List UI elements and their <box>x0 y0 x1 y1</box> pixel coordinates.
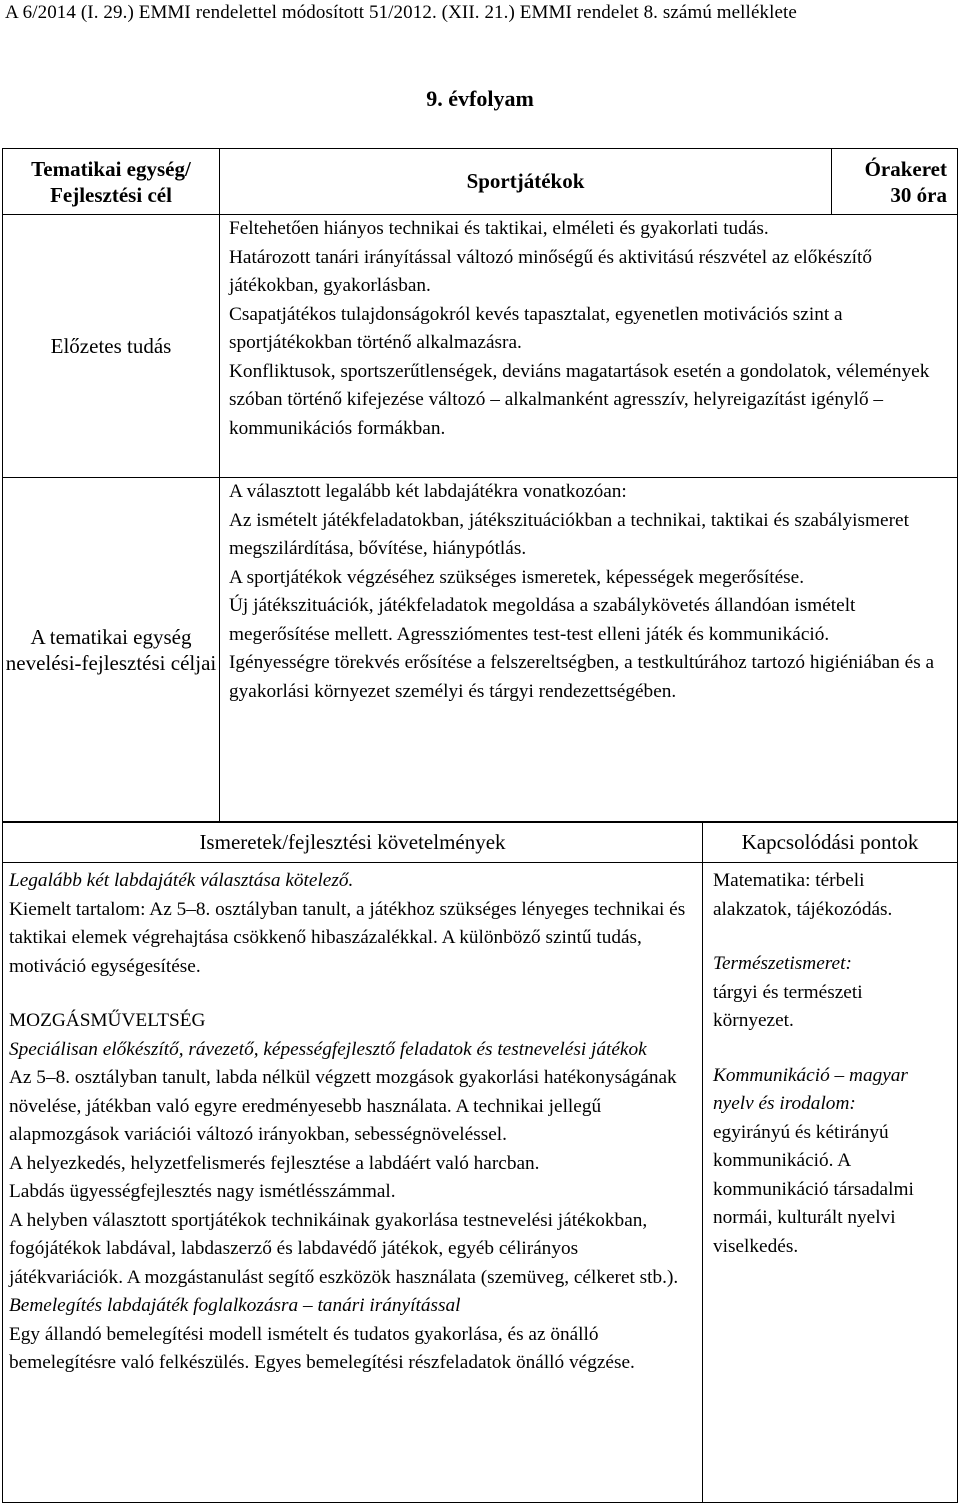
requirements-section <box>2 822 957 1503</box>
prior-paragraph: Csapatjátékos tulajdonságokról kevés tapasztalat, egyenetlen motivációs szint a sportjátékokban történő alkalmazásra. <box>229 303 843 353</box>
goals-paragraph: Új játékszituációk, játékfeladatok megoldása a szabálykövetés állandóan ismételt megerősítése mellett. Agressziómentes test-test elleni játék és kommunikáció. <box>229 595 856 645</box>
goals-label <box>3 478 220 822</box>
requirement-paragraph: Egy állandó bemelegítési modell ismételt és tudatos gyakorlása, és az önálló bemelegítésre való felkészülés. Egyes bemelegítési részfeladatok önálló végzése. <box>9 1323 635 1373</box>
requirement-paragraph: Labdás ügyességfejlesztés nagy ismétlésszámmal. <box>9 1181 396 1202</box>
table-header-row <box>3 149 958 215</box>
prior-paragraph: Konfliktusok, sportszerűtlenségek, deviáns magatartások esetén a gondolatok, vélemények szóban történő kifejezése változó – alkalmanként agresszív, helyreigazítást igénylő – kommunikációs formákban. <box>229 360 930 439</box>
link-science: tárgyi és természeti környezet. <box>713 981 863 1031</box>
topic-title-text: Sportjátékok <box>466 169 585 193</box>
topic-unit-label <box>3 149 220 215</box>
prior-knowledge-label-text: Előzetes tudás <box>50 334 172 358</box>
hours-label: Órakeret <box>864 156 947 181</box>
hours-cell <box>832 149 958 215</box>
requirement-paragraph: Az 5–8. osztályban tanult, labda nélkül végzett mozgások gyakorlási hatékonyságának növelése, játékban való egyre eredményesebb használata. A technikai jellegű alapmozgások variációi változó irányokban, sebességnöveléssel. <box>9 1067 677 1145</box>
goals-paragraph: Az ismételt játékfeladatokban, játékszituációkban a technikai, taktikai és szabályismeret megszilárdítása, bővítése, hiánypótlás. <box>229 509 909 559</box>
goals-text <box>220 478 958 822</box>
curriculum-table <box>2 148 958 822</box>
topic-unit-label-text: Tematikai egység/ Fejlesztési cél <box>31 156 191 207</box>
warmup-title: Bemelegítés labdajáték foglalkozásra – tanári irányítással <box>9 1295 461 1316</box>
links-heading <box>703 823 958 863</box>
link-math: Matematika: térbeli alakzatok, tájékozódás. <box>713 870 893 920</box>
prior-paragraph: Feltehetően hiányos technikai és taktikai, elméleti és gyakorlati tudás. <box>229 218 769 239</box>
topic-title <box>220 149 832 215</box>
requirement-italic: Legalább két labdajáték választása kötelező. <box>9 870 354 891</box>
requirements-content <box>3 863 703 1503</box>
goals-paragraph: A választott legalább két labdajátékra vonatkozóan: <box>229 481 627 502</box>
goals-label-text: A tematikai egység nevelési-fejlesztési céljai <box>5 624 217 675</box>
requirements-table <box>2 822 958 1503</box>
goals-row <box>3 478 958 822</box>
requirements-header-row <box>3 823 958 863</box>
prior-knowledge-label <box>3 215 220 478</box>
section-subtitle: Speciálisan előkészítő, rávezető, képességfejlesztő feladatok és testnevelési játékok <box>9 1038 647 1060</box>
requirements-content-row <box>3 863 958 1503</box>
requirement-paragraph: A helyezkedés, helyzetfelismerés fejlesztése a labdáért való harcban. <box>9 1152 540 1174</box>
link-science-label: Természetismeret: <box>713 953 852 974</box>
links-heading-text: Kapcsolódási pontok <box>741 830 919 854</box>
requirement-paragraph: Kiemelt tartalom: Az 5–8. osztályban tanult, a játékhoz szükséges lényeges technikai és taktikai elemek végrehajtása csökkenő hibaszázalékkal. A különböző szintű tudás, motiváció egységesítése. <box>9 898 686 977</box>
prior-paragraph: Határozott tanári irányítással változó minőségű és aktivitású részvétel az előkészítő játékokban, gyakorlásban. <box>229 246 873 296</box>
requirements-heading-text: Ismeretek/fejlesztési követelmények <box>199 830 506 854</box>
goals-paragraph: A sportjátékok végzéséhez szükséges ismeretek, képességek megerősítése. <box>229 566 805 588</box>
link-communication: egyirányú és kétirányú kommunikáció. A kommunikáció társadalmi normái, kulturált nyelvi viselkedés. <box>713 1121 914 1257</box>
section-title: MOZGÁSMŰVELTSÉG <box>9 1010 206 1031</box>
hours-value: 30 óra <box>890 182 947 207</box>
requirement-paragraph: A helyben választott sportjátékok technikáinak gyakorlása testnevelési játékokban, fogójátékok labdával, labdaszerző és labdavédő játékok, egyéb célirányos játékvariációk. A mozgástanulást segítő eszközök használata (szemüveg, célkeret stb.). <box>9 1209 679 1288</box>
links-content <box>703 863 958 1503</box>
goals-paragraph: Igényességre törekvés erősítése a felszereltségben, a testkultúrához tartozó higiéniában és a gyakorlási környezet személyi és tárgyi rendezettségében. <box>229 652 935 702</box>
link-communication-label: Kommunikáció – magyar nyelv és irodalom: <box>713 1064 908 1114</box>
prior-knowledge-row <box>3 215 958 478</box>
regulation-header: A 6/2014 (I. 29.) EMMI rendelettel módosított 51/2012. (XII. 21.) EMMI rendelet 8. számú melléklete <box>5 2 797 23</box>
prior-knowledge-text <box>220 215 958 478</box>
requirements-heading <box>3 823 703 863</box>
grade-title: 9. évfolyam <box>426 86 534 111</box>
